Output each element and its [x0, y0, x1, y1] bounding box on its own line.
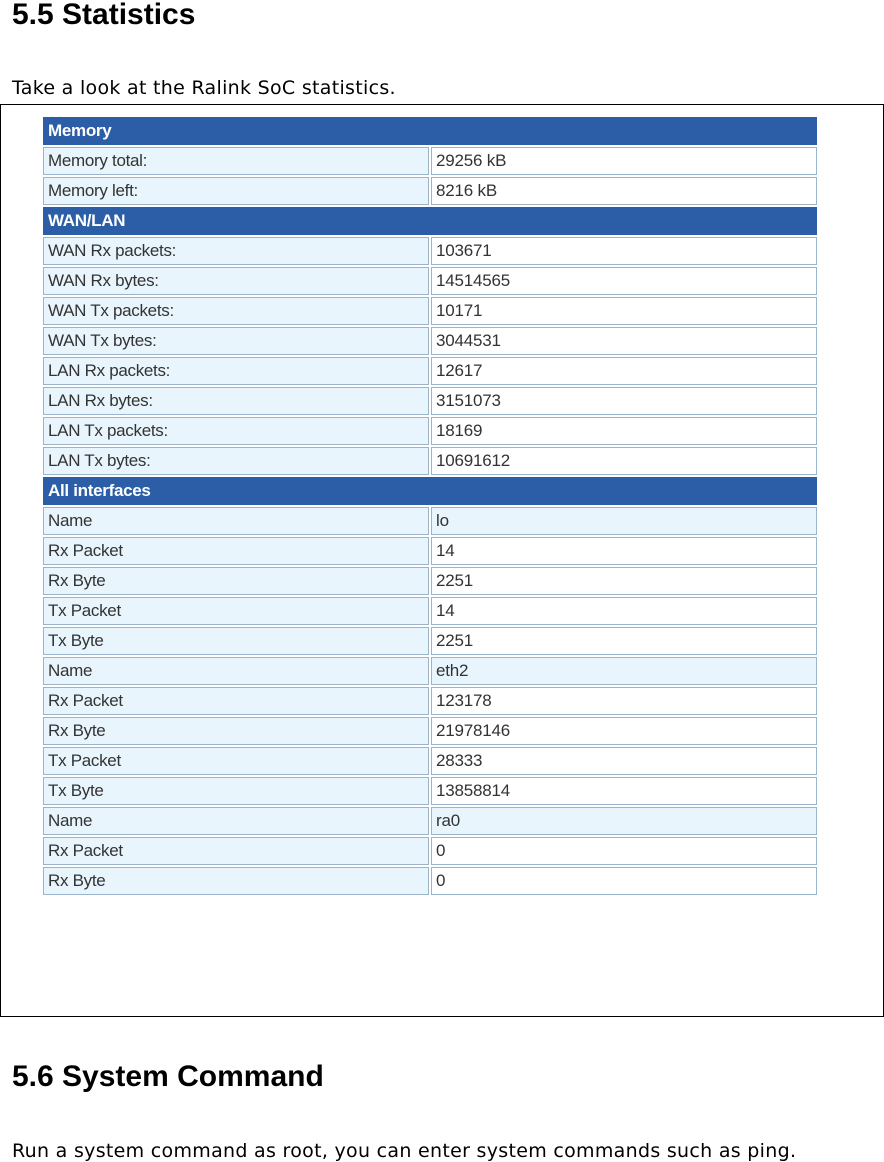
table-row — [43, 327, 817, 355]
row-value: 12617 — [431, 357, 817, 385]
row-label: LAN Rx packets: — [43, 357, 429, 385]
statistics-table — [41, 115, 819, 897]
row-value: 29256 kB — [431, 147, 817, 175]
table-row — [43, 597, 817, 625]
table-section-header — [43, 477, 817, 505]
row-label: LAN Tx bytes: — [43, 447, 429, 475]
row-label: Rx Packet — [43, 687, 429, 715]
table-row — [43, 177, 817, 205]
row-label: LAN Rx bytes: — [43, 387, 429, 415]
section-header-wanlan: WAN/LAN — [43, 207, 817, 235]
row-value: 0 — [431, 837, 817, 865]
row-value: 0 — [431, 867, 817, 895]
row-label: Memory total: — [43, 147, 429, 175]
table-row — [43, 147, 817, 175]
table-row — [43, 297, 817, 325]
row-value: 14 — [431, 597, 817, 625]
table-row — [43, 687, 817, 715]
row-value: 14 — [431, 537, 817, 565]
row-label: Tx Packet — [43, 597, 429, 625]
row-label: WAN Tx bytes: — [43, 327, 429, 355]
row-label: Name — [43, 657, 429, 685]
table-row — [43, 567, 817, 595]
row-value: lo — [431, 507, 817, 535]
row-label: Rx Packet — [43, 837, 429, 865]
table-row — [43, 627, 817, 655]
row-label: WAN Rx bytes: — [43, 267, 429, 295]
table-row — [43, 537, 817, 565]
table-row — [43, 417, 817, 445]
row-value: 2251 — [431, 567, 817, 595]
section-title-statistics: 5.5 Statistics — [12, 0, 196, 31]
row-label: Rx Packet — [43, 537, 429, 565]
row-value: 10171 — [431, 297, 817, 325]
section-intro-statistics: Take a look at the Ralink SoC statistics. — [12, 77, 396, 99]
row-label: Rx Byte — [43, 567, 429, 595]
row-value: 123178 — [431, 687, 817, 715]
row-label: Tx Byte — [43, 627, 429, 655]
row-value: 10691612 — [431, 447, 817, 475]
row-value: 8216 kB — [431, 177, 817, 205]
section-header-memory: Memory — [43, 117, 817, 145]
row-value: 21978146 — [431, 717, 817, 745]
table-row — [43, 657, 817, 685]
section-title-system-command: 5.6 System Command — [12, 1060, 324, 1093]
table-section-header — [43, 117, 817, 145]
row-label: WAN Tx packets: — [43, 297, 429, 325]
table-row — [43, 357, 817, 385]
row-value: ra0 — [431, 807, 817, 835]
table-row — [43, 867, 817, 895]
table-row — [43, 747, 817, 775]
row-value: 3151073 — [431, 387, 817, 415]
row-value: 18169 — [431, 417, 817, 445]
row-value: eth2 — [431, 657, 817, 685]
statistics-screenshot-frame — [0, 104, 884, 1017]
row-value: 14514565 — [431, 267, 817, 295]
section-header-all-interfaces: All interfaces — [43, 477, 817, 505]
table-row — [43, 447, 817, 475]
row-label: Tx Packet — [43, 747, 429, 775]
table-row — [43, 807, 817, 835]
table-row — [43, 237, 817, 265]
table-section-header — [43, 207, 817, 235]
row-value: 3044531 — [431, 327, 817, 355]
table-row — [43, 387, 817, 415]
table-row — [43, 717, 817, 745]
row-label: WAN Rx packets: — [43, 237, 429, 265]
table-row — [43, 837, 817, 865]
row-label: Name — [43, 807, 429, 835]
row-label: Tx Byte — [43, 777, 429, 805]
row-value: 28333 — [431, 747, 817, 775]
table-row — [43, 507, 817, 535]
row-value: 13858814 — [431, 777, 817, 805]
table-row — [43, 777, 817, 805]
row-label: LAN Tx packets: — [43, 417, 429, 445]
row-label: Name — [43, 507, 429, 535]
row-value: 103671 — [431, 237, 817, 265]
row-label: Rx Byte — [43, 867, 429, 895]
section-intro-system-command: Run a system command as root, you can enter system commands such as ping. — [12, 1140, 797, 1162]
row-value: 2251 — [431, 627, 817, 655]
table-row — [43, 267, 817, 295]
row-label: Rx Byte — [43, 717, 429, 745]
row-label: Memory left: — [43, 177, 429, 205]
